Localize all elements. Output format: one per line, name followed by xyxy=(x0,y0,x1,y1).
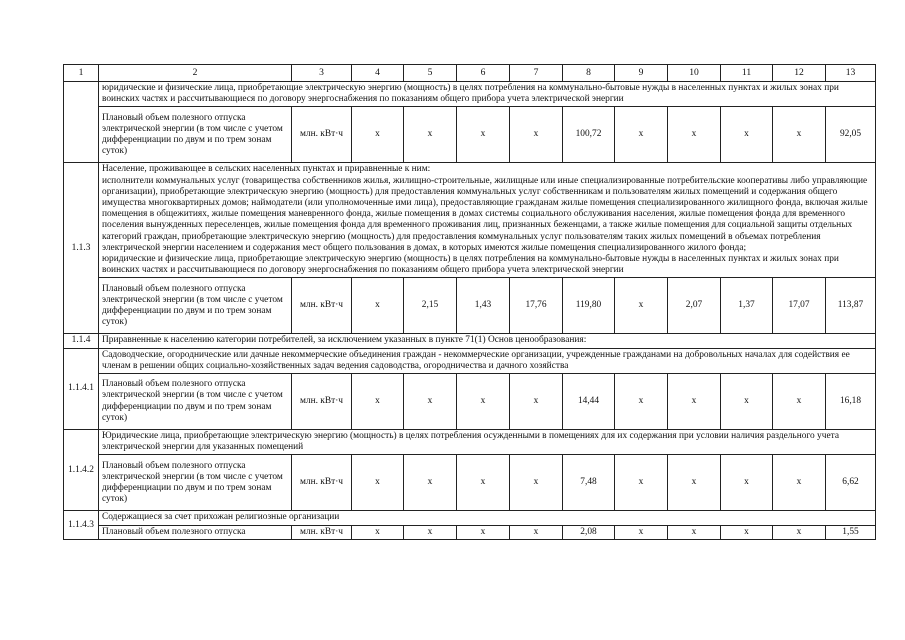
value-cell: х xyxy=(668,107,721,163)
value-cell: 1,43 xyxy=(457,278,510,334)
value-cell: х xyxy=(404,455,457,511)
value-cell: 92,05 xyxy=(826,107,876,163)
row-number: 1.1.3 xyxy=(64,163,99,334)
table-row xyxy=(64,348,876,373)
unit-cell: млн. кВт·ч xyxy=(292,374,352,430)
indicator-label: Плановый объем полезного отпуска электрической энергии (в том числе с учетом дифференциации по двум и по трем зонам суток) xyxy=(99,455,292,511)
column-header-row xyxy=(64,65,876,82)
value-cell: 100,72 xyxy=(563,107,615,163)
category-description: Приравненные к населению категории потребителей, за исключением указанных в пункте 71(1) Основ ценообразования: xyxy=(99,334,876,348)
col-header: 9 xyxy=(615,65,668,82)
value-cell: х xyxy=(721,374,773,430)
unit-cell: млн. кВт·ч xyxy=(292,278,352,334)
value-cell: х xyxy=(615,374,668,430)
col-header: 4 xyxy=(352,65,404,82)
col-header: 10 xyxy=(668,65,721,82)
value-cell: х xyxy=(668,374,721,430)
value-cell: х xyxy=(773,107,826,163)
col-header: 5 xyxy=(404,65,457,82)
value-cell: х xyxy=(352,455,404,511)
indicator-label: Плановый объем полезного отпуска электрической энергии (в том числе с учетом дифференциации по двум и по трем зонам суток) xyxy=(99,278,292,334)
col-header: 12 xyxy=(773,65,826,82)
category-description: юридические и физические лица, приобретающие электрическую энергию (мощность) в целях потребления на коммунально-бытовые нужды в населенных пунктах и жилых зонах при воинских частях и рассчитывающиеся по договору энергоснабжения по показаниям общего прибора учета электрической энергии xyxy=(99,82,876,107)
category-description: Содержащиеся за счет прихожан религиозные организации xyxy=(99,511,876,525)
value-cell: х xyxy=(773,374,826,430)
table-row xyxy=(64,163,876,278)
col-header: 8 xyxy=(563,65,615,82)
value-cell: х xyxy=(615,107,668,163)
table-row xyxy=(64,374,876,430)
value-cell: 113,87 xyxy=(826,278,876,334)
value-cell: х xyxy=(404,374,457,430)
value-cell: 2,07 xyxy=(668,278,721,334)
value-cell: 1,55 xyxy=(826,525,876,539)
value-cell: 7,48 xyxy=(563,455,615,511)
value-cell: х xyxy=(721,455,773,511)
col-header: 1 xyxy=(64,65,99,82)
tariff-table xyxy=(63,64,876,540)
value-cell: 17,76 xyxy=(510,278,563,334)
value-cell: х xyxy=(457,455,510,511)
table-row xyxy=(64,334,876,348)
value-cell: х xyxy=(510,374,563,430)
table-row xyxy=(64,525,876,539)
description-line: исполнители коммунальных услуг (товарищества собственников жилья, жилищно-строительные, жилищные или иные специализированные потребительские кооперативы либо управляющие организации), приобретающие электрическую энергию (мощность) для предоставления коммунальных услуг собственникам и пользователям жилых помещений и содержания общего имущества многоквартирных домов; наймодатели (или уполномоченные ими лица), предоставляющие гражданам жилые помещения специализированного жилищного фонда, включая жилые помещения в общежитиях, жилые помещения маневренного фонда, жилые помещения в домах системы социального обслуживания населения, жилые помещения фонда для временного поселения вынужденных переселенцев, жилые помещения фонда для временного проживания лиц, признанных беженцами, а также жилые помещения для социальной защиты отдельных категорий граждан, приобретающие электрическую энергию (мощность) для предоставления коммунальных услуг пользователям таких жилых помещений в объемах потребления электрической энергии населением и содержания мест общего пользования в домах, в которых имеются жилые помещения специализированного жилого фонда; xyxy=(102,175,868,253)
value-cell: х xyxy=(510,107,563,163)
row-number: 1.1.4 xyxy=(64,334,99,348)
description-line: юридические и физические лица, приобретающие электрическую энергию (мощность) в целях потребления на коммунально-бытовые нужды в населенных пунктах и жилых зонах при воинских частях и рассчитывающиеся по договору энергоснабжения по показаниям общего прибора учета электрической энергии xyxy=(102,254,839,276)
value-cell: х xyxy=(510,455,563,511)
indicator-label: Плановый объем полезного отпуска электрической энергии (в том числе с учетом дифференциации по двум и по трем зонам суток) xyxy=(99,374,292,430)
row-number: 1.1.4.2 xyxy=(64,430,99,511)
value-cell: х xyxy=(615,278,668,334)
value-cell: х xyxy=(352,374,404,430)
value-cell: х xyxy=(615,455,668,511)
row-number: 1.1.4.3 xyxy=(64,511,99,539)
value-cell: х xyxy=(457,374,510,430)
table-row xyxy=(64,107,876,163)
table-row xyxy=(64,82,876,107)
unit-cell: млн. кВт·ч xyxy=(292,525,352,539)
table-row xyxy=(64,455,876,511)
value-cell: х xyxy=(352,107,404,163)
value-cell: х xyxy=(773,525,826,539)
unit-cell: млн. кВт·ч xyxy=(292,107,352,163)
category-description xyxy=(99,163,876,278)
col-header: 3 xyxy=(292,65,352,82)
category-description: Садоводческие, огороднические или дачные некоммерческие объединения граждан - некоммерческие организации, учрежденные гражданами на добровольных началах для содействия ее членам в решении общих социально-хозяйственных задач ведения садоводства, огородничества и дачного хозяйства xyxy=(99,348,876,373)
value-cell: х xyxy=(668,455,721,511)
value-cell: х xyxy=(615,525,668,539)
table-row xyxy=(64,278,876,334)
value-cell: х xyxy=(404,525,457,539)
value-cell: х xyxy=(457,107,510,163)
row-number xyxy=(64,82,99,163)
value-cell: х xyxy=(721,525,773,539)
col-header: 2 xyxy=(99,65,292,82)
value-cell: х xyxy=(510,525,563,539)
row-number: 1.1.4.1 xyxy=(64,348,99,429)
col-header: 7 xyxy=(510,65,563,82)
value-cell: х xyxy=(404,107,457,163)
table-row xyxy=(64,511,876,525)
value-cell: х xyxy=(721,107,773,163)
col-header: 13 xyxy=(826,65,876,82)
value-cell: х xyxy=(352,525,404,539)
col-header: 11 xyxy=(721,65,773,82)
unit-cell: млн. кВт·ч xyxy=(292,455,352,511)
col-header: 6 xyxy=(457,65,510,82)
value-cell: 2,15 xyxy=(404,278,457,334)
value-cell: 14,44 xyxy=(563,374,615,430)
description-line: Население, проживающее в сельских населенных пунктах и приравненные к ним: xyxy=(102,164,431,175)
indicator-label: Плановый объем полезного отпуска электрической энергии (в том числе с учетом дифференциации по двум и по трем зонам суток) xyxy=(99,107,292,163)
value-cell: х xyxy=(352,278,404,334)
value-cell: 2,08 xyxy=(563,525,615,539)
value-cell: 17,07 xyxy=(773,278,826,334)
value-cell: х xyxy=(773,455,826,511)
category-description: Юридические лица, приобретающие электрическую энергию (мощность) в целях потребления осужденными в помещениях для их содержания при условии наличия раздельного учета электрической энергии для указанных помещений xyxy=(99,430,876,455)
value-cell: 119,80 xyxy=(563,278,615,334)
value-cell: 1,37 xyxy=(721,278,773,334)
value-cell: 6,62 xyxy=(826,455,876,511)
value-cell: 16,18 xyxy=(826,374,876,430)
table-row xyxy=(64,430,876,455)
value-cell: х xyxy=(668,525,721,539)
indicator-label: Плановый объем полезного отпуска xyxy=(99,525,292,539)
value-cell: х xyxy=(457,525,510,539)
